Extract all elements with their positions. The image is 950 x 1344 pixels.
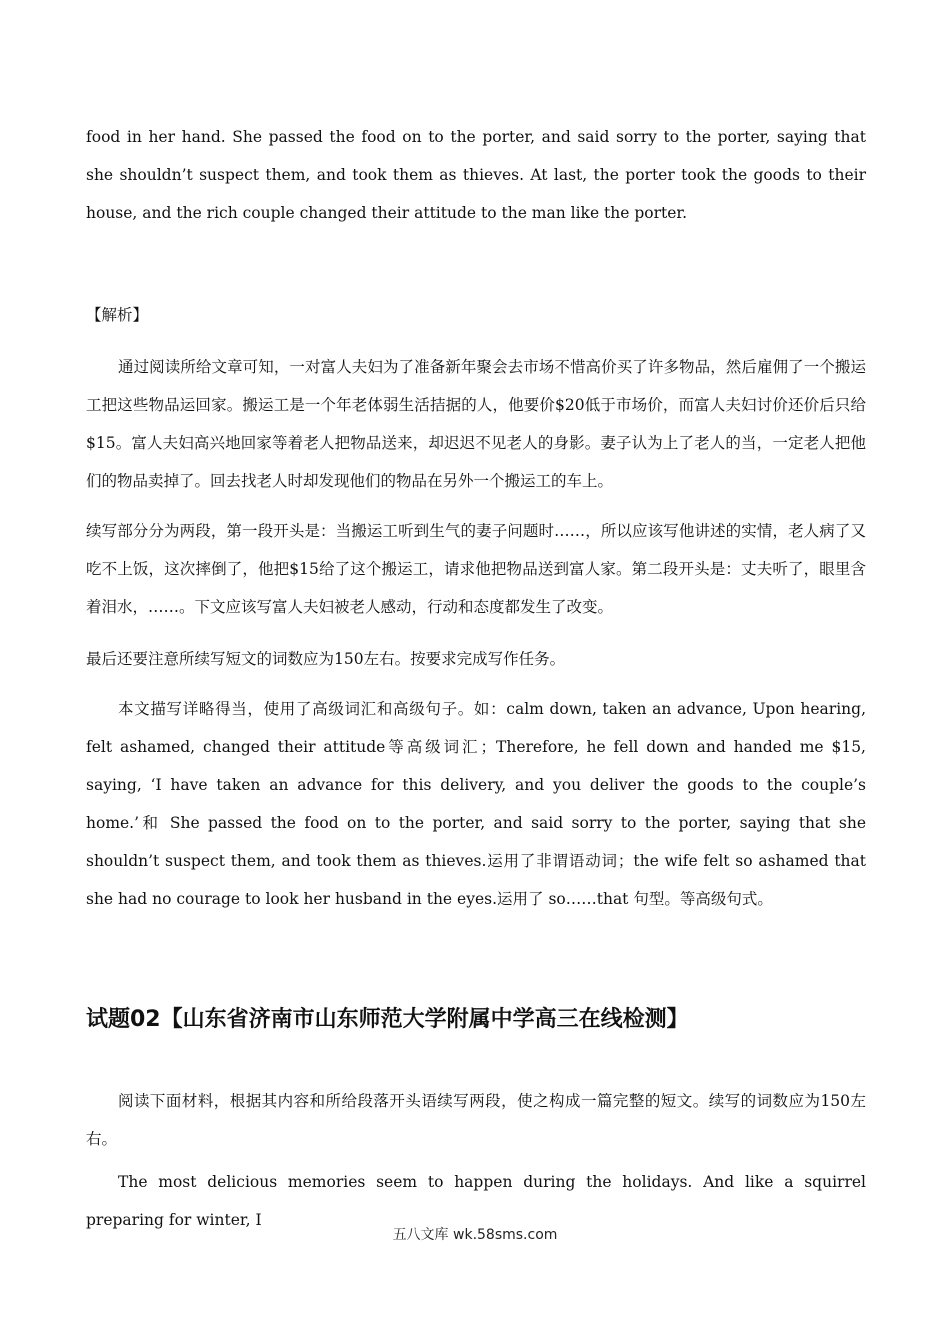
analysis-label: 【解析】 bbox=[86, 306, 149, 324]
question-heading: 试题02【山东省济南市山东师范大学附属中学高三在线检测】 bbox=[86, 1007, 689, 1032]
analysis-paragraph-3: 最后还要注意所续写短文的词数应为150左右。按要求完成写作任务。 bbox=[86, 650, 566, 668]
story-start-paragraph: The most delicious memories seem to happen during the holidays. And like a squirrel preparing for winter, I bbox=[86, 1173, 866, 1229]
instruction-paragraph: 阅读下面材料，根据其内容和所给段落开头语续写两段，使之构成一篇完整的短文。续写的词数应为150左右。 bbox=[86, 1092, 866, 1148]
analysis-paragraph-1: 通过阅读所给文章可知，一对富人夫妇为了准备新年聚会去市场不惜高价买了许多物品，然后雇佣了一个搬运工把这些物品运回家。搬运工是一个年老体弱生活拮据的人，他要价$20低于市场价，而富人夫妇讨价还价后只给$15。富人夫妇高兴地回家等着老人把物品送来，却迟迟不见老人的身影。妻子认为上了老人的当，一定老人把他们的物品卖掉了。回去找老人时却发现他们的物品在另外一个搬运工的车上。 bbox=[86, 358, 866, 490]
analysis-paragraph-4: 本文描写详略得当，使用了高级词汇和高级句子。如：calm down, taken an advance, Upon hearing, felt ashamed, changed their attitude等高级词汇；Therefore, he fell down and handed me $15, saying, ‘I have taken an advance for this delivery, and you deliver the goods to the couple’s home.’和 She passed the food on to the porter, and said sorry to the porter, saying that she shouldn’t suspect them, and took them as thieves.运用了非谓语动词；the wife felt so ashamed that she had no courage to look her husband in the eyes.运用了 so……that 句型。等高级句式。 bbox=[86, 700, 866, 908]
footer-watermark: 五八文库 wk.58sms.com bbox=[392, 1227, 558, 1243]
continuation-paragraph: food in her hand. She passed the food on to the porter, and said sorry to the porter, saying that she shouldn’t suspect them, and took them as thieves. At last, the porter took the goods to their house, and the rich couple changed their attitude to the man like the porter. bbox=[86, 128, 866, 222]
analysis-paragraph-2: 续写部分分为两段，第一段开头是：当搬运工听到生气的妻子问题时……，所以应该写他讲述的实情，老人病了又吃不上饭，这次摔倒了，他把$15给了这个搬运工，请求他把物品送到富人家。第二段开头是：丈夫听了，眼里含着泪水，……。下文应该写富人夫妇被老人感动，行动和态度都发生了改变。 bbox=[86, 522, 866, 616]
